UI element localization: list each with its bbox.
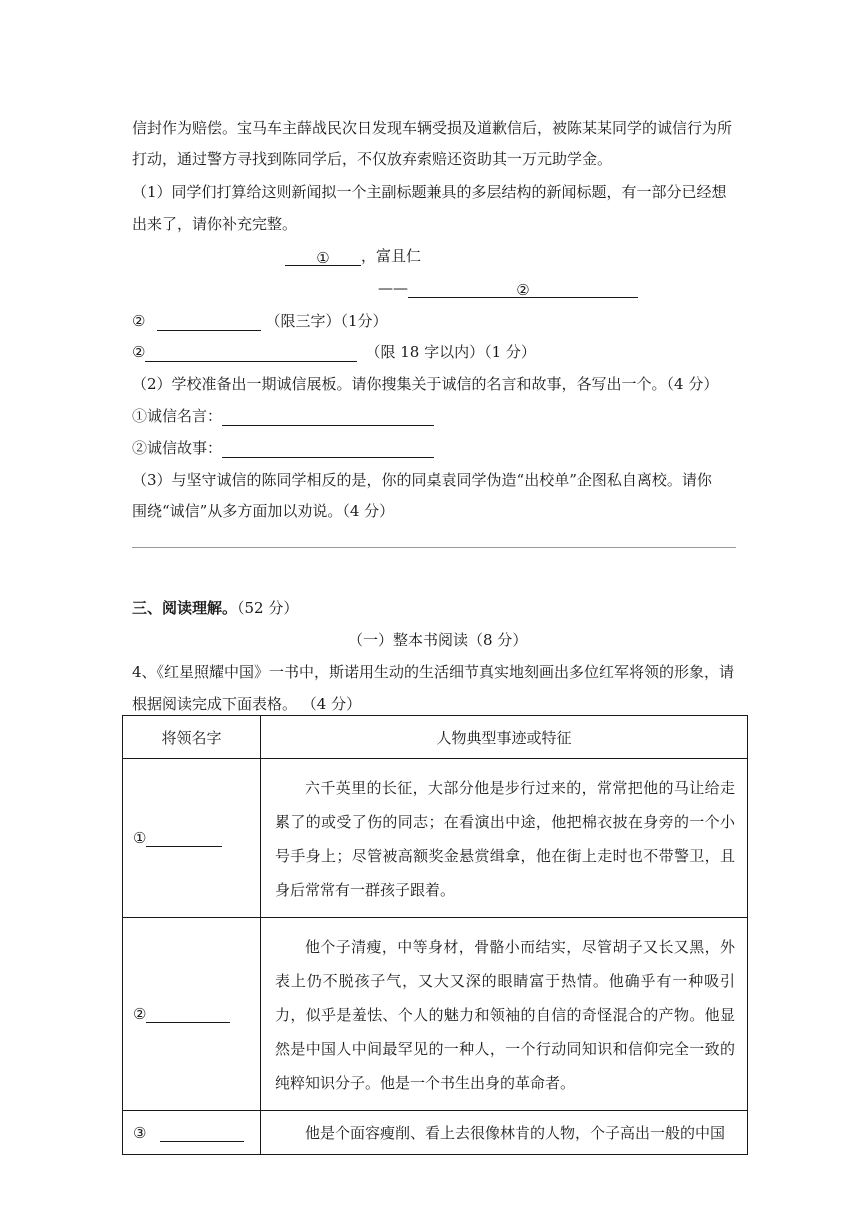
table-row: [123, 1111, 748, 1155]
q1-prompt-line-2: 出来了，请你补充完整。: [132, 215, 298, 233]
q3-prompt-line-2: 围绕“诚信”从多方面加以劝说。（4 分）: [132, 502, 395, 520]
table-header-row: [123, 716, 748, 759]
name-input-line-1[interactable]: [146, 830, 222, 847]
q4-prompt-line-2: 根据阅读完成下面表格。 （4 分）: [132, 695, 362, 713]
section-3-title: 三、阅读理解。: [132, 599, 238, 617]
q1-prompt-line-1: （1）同学们打算给这则新闻拟一个主副标题兼具的多层结构的新闻标题，有一部分已经想: [132, 183, 727, 201]
answer-2-marker: ②: [132, 343, 146, 361]
headline-sub-dash: ——: [378, 279, 408, 297]
passage-line-2: 打动，通过警方寻找到陈同学后，不仅放弃索赔还资助其一万元助学金。: [132, 150, 613, 168]
headline-main: [285, 246, 421, 266]
name-marker-1: ①: [133, 829, 147, 847]
passage-line-1: 信封作为赔偿。宝马车主薛战民次日发现车辆受损及道歉信后，被陈某某同学的诚信行为所: [132, 119, 733, 137]
answer-2-input-line[interactable]: [145, 344, 357, 362]
answer-2-hint: （限 18 字以内）（1 分）: [365, 343, 536, 361]
name-marker-2: ②: [133, 1005, 147, 1023]
header-description: 人物典型事迹或特征: [261, 716, 748, 759]
section-3-subheading: （一）整本书阅读（8 分）: [348, 631, 528, 649]
description-cell-1: 六千英里的长征，大部分他是步行过来的，常常把他的马让给走累了的或受了伤的同志；在看演出中途，他把棉衣披在身旁的一个小号手身上；尽管被高额奖金悬赏缉拿，他在街上走时也不带警卫，且身后常常有一群孩子跟着。: [261, 759, 748, 918]
answer-1-marker: ②: [132, 312, 146, 330]
description-cell-3: 他是个面容瘦削、看上去很像林肯的人物，个子高出一般的中国: [261, 1111, 748, 1155]
answer-1-hint: （限三字）（1分）: [265, 312, 388, 330]
description-cell-2: 他个子清瘦，中等身材，骨骼小而结实，尽管胡子又长又黑，外表上仍不脱孩子气，又大又深的眼睛富于热情。他确乎有一种吸引力，似乎是羞怯、个人的魅力和领袖的自信的奇怪混合的产物。他显然是中国人中间最罕见的一种人，一个行动同知识和信仰完全一致的纯粹知识分子。他是一个书生出身的革命者。: [261, 918, 748, 1111]
header-general-name: 将领名字: [123, 716, 261, 759]
name-input-line-3[interactable]: [160, 1125, 244, 1142]
answer-1-input-line[interactable]: [157, 313, 261, 331]
name-marker-3: ③: [133, 1123, 147, 1142]
q3-prompt-line-1: （3）与坚守诚信的陈同学相反的是，你的同桌袁同学伪造“出校单”企图私自离校。请你: [132, 471, 712, 489]
generals-table: [122, 715, 748, 1155]
q2-item-2-label: ②诚信故事：: [132, 439, 223, 457]
table-row: [123, 918, 748, 1111]
table-row: [123, 759, 748, 918]
answer-line-1: [132, 311, 388, 331]
name-cell-2: [123, 918, 261, 1111]
answer-line-2: [132, 342, 536, 362]
name-input-line-2[interactable]: [146, 1006, 230, 1023]
section-3-heading: [132, 598, 298, 618]
headline-blank-1: ①: [285, 248, 361, 266]
section-3-score: （52 分）: [237, 599, 299, 617]
q2-item-1: [132, 406, 434, 426]
q2-prompt: （2）学校准备出一期诚信展板。请你搜集关于诚信的名言和故事，各写出一个。（4 分）: [132, 375, 719, 393]
q2-item-2-input-line[interactable]: [222, 440, 434, 458]
q2-item-1-input-line[interactable]: [222, 408, 434, 426]
headline-blank-2: ②: [408, 280, 638, 298]
q2-item-2: [132, 438, 434, 458]
name-cell-1: [123, 759, 261, 918]
name-cell-3: [123, 1111, 261, 1155]
headline-main-text: ，富且仁: [361, 247, 422, 265]
headline-sub: [378, 278, 638, 298]
q4-prompt-line-1: 4、《红星照耀中国》一书中，斯诺用生动的生活细节真实地刻画出多位红军将领的形象，请: [132, 663, 735, 681]
q2-item-1-label: ①诚信名言：: [132, 407, 223, 425]
q3-answer-line[interactable]: [132, 547, 736, 548]
